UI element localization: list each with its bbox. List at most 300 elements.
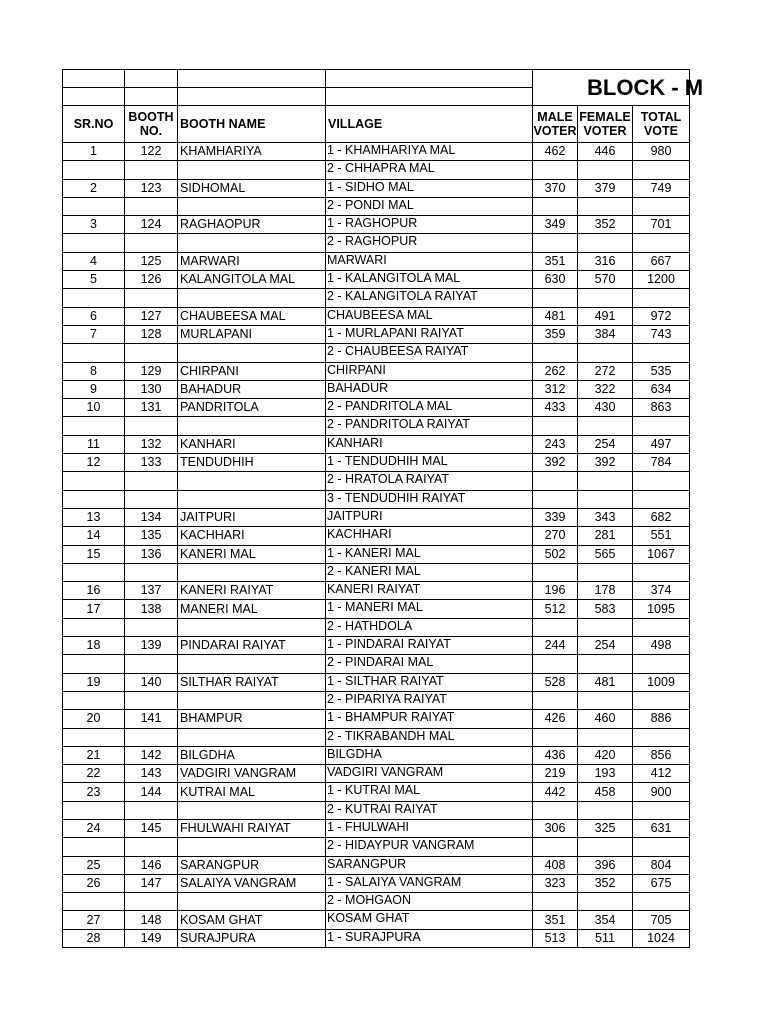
cell-booth-name: KUTRAI MAL <box>178 783 326 801</box>
cell-sr-no: 15 <box>63 545 125 563</box>
table-row <box>63 454 690 472</box>
cell-female-voter: 352 <box>578 874 633 892</box>
cell-booth-name: VADGIRI VANGRAM <box>178 765 326 783</box>
table-row <box>63 582 690 600</box>
cell-female-voter <box>578 234 633 252</box>
cell-male-voter: 513 <box>533 929 578 947</box>
voter-table <box>62 69 704 948</box>
cell-sr-no: 12 <box>63 454 125 472</box>
cell-sr-no <box>63 417 125 435</box>
cell-booth-no: 147 <box>125 874 178 892</box>
cell-female-voter: 511 <box>578 929 633 947</box>
cell-female-voter <box>578 893 633 911</box>
header-male-voter: MALE VOTER <box>533 106 578 143</box>
cell-booth-name: BILGDHA <box>178 746 326 764</box>
cell-total-vote <box>633 289 690 307</box>
cell-female-voter <box>578 472 633 490</box>
table-row <box>63 307 690 325</box>
table-row <box>63 911 690 929</box>
cell-sr-no: 17 <box>63 600 125 618</box>
cell-village: 2 - KUTRAI RAIYAT <box>326 801 533 819</box>
cell-sr-no: 27 <box>63 911 125 929</box>
table-row <box>63 362 690 380</box>
table-row <box>63 765 690 783</box>
cell-female-voter <box>578 197 633 215</box>
cell-village: VADGIRI VANGRAM <box>326 765 533 783</box>
cell-booth-name: RAGHAOPUR <box>178 216 326 234</box>
header-sr-no: SR.NO <box>63 106 125 143</box>
table-row <box>63 472 690 490</box>
blank-cell <box>326 88 533 106</box>
cell-sr-no <box>63 838 125 856</box>
cell-total-vote <box>633 728 690 746</box>
cell-female-voter: 322 <box>578 380 633 398</box>
cell-booth-name <box>178 472 326 490</box>
cell-village: 2 - PANDRITOLA RAIYAT <box>326 417 533 435</box>
cell-booth-no: 138 <box>125 600 178 618</box>
cell-total-vote: 631 <box>633 819 690 837</box>
cell-total-vote: 497 <box>633 435 690 453</box>
cell-male-voter <box>533 197 578 215</box>
cell-sr-no: 19 <box>63 673 125 691</box>
cell-sr-no: 20 <box>63 710 125 728</box>
cell-booth-no <box>125 728 178 746</box>
table-row <box>63 417 690 435</box>
cell-village: 1 - PINDARAI RAIYAT <box>326 637 533 655</box>
cell-village: 2 - CHAUBEESA RAIYAT <box>326 344 533 362</box>
cell-village: SARANGPUR <box>326 856 533 874</box>
cell-booth-no <box>125 344 178 362</box>
cell-female-voter <box>578 655 633 673</box>
cell-male-voter: 370 <box>533 179 578 197</box>
cell-total-vote: 972 <box>633 307 690 325</box>
cell-village: BAHADUR <box>326 380 533 398</box>
cell-male-voter <box>533 289 578 307</box>
cell-booth-no: 127 <box>125 307 178 325</box>
cell-booth-no: 131 <box>125 399 178 417</box>
cell-booth-no: 146 <box>125 856 178 874</box>
cell-village: CHIRPANI <box>326 362 533 380</box>
cell-female-voter <box>578 838 633 856</box>
table-row <box>63 344 690 362</box>
cell-female-voter <box>578 490 633 508</box>
table-row <box>63 801 690 819</box>
cell-male-voter: 323 <box>533 874 578 892</box>
header-female-voter: FEMALE VOTER <box>578 106 633 143</box>
cell-total-vote: 743 <box>633 325 690 343</box>
cell-male-voter: 528 <box>533 673 578 691</box>
cell-booth-name: PINDARAI RAIYAT <box>178 637 326 655</box>
cell-booth-name: KHAMHARIYA <box>178 143 326 161</box>
cell-village: 1 - KHAMHARIYA MAL <box>326 143 533 161</box>
header-total-vote: TOTAL VOTE <box>633 106 690 143</box>
cell-village: 2 - PANDRITOLA MAL <box>326 399 533 417</box>
cell-sr-no: 7 <box>63 325 125 343</box>
cell-total-vote: 667 <box>633 252 690 270</box>
table-row <box>63 673 690 691</box>
cell-village: 3 - TENDUDHIH RAIYAT <box>326 490 533 508</box>
header-village: VILLAGE <box>326 106 533 143</box>
cell-total-vote <box>633 838 690 856</box>
cell-booth-no: 149 <box>125 929 178 947</box>
cell-village: MARWARI <box>326 252 533 270</box>
cell-booth-no: 128 <box>125 325 178 343</box>
cell-village: 1 - RAGHOPUR <box>326 216 533 234</box>
cell-female-voter: 384 <box>578 325 633 343</box>
cell-sr-no: 5 <box>63 271 125 289</box>
cell-village: 1 - KALANGITOLA MAL <box>326 271 533 289</box>
cell-male-voter: 306 <box>533 819 578 837</box>
cell-sr-no: 13 <box>63 508 125 526</box>
cell-village: 1 - SURAJPURA <box>326 929 533 947</box>
table-row <box>63 893 690 911</box>
cell-total-vote <box>633 618 690 636</box>
cell-total-vote: 900 <box>633 783 690 801</box>
cell-male-voter <box>533 728 578 746</box>
cell-female-voter <box>578 344 633 362</box>
cell-total-vote: 1095 <box>633 600 690 618</box>
cell-village: KANERI RAIYAT <box>326 582 533 600</box>
cell-sr-no <box>63 728 125 746</box>
cell-booth-name: KOSAM GHAT <box>178 911 326 929</box>
cell-booth-no: 123 <box>125 179 178 197</box>
cell-male-voter: 351 <box>533 911 578 929</box>
cell-total-vote <box>633 655 690 673</box>
cell-village: 1 - SIDHO MAL <box>326 179 533 197</box>
cell-sr-no <box>63 563 125 581</box>
cell-female-voter: 254 <box>578 637 633 655</box>
cell-male-voter: 433 <box>533 399 578 417</box>
cell-sr-no: 23 <box>63 783 125 801</box>
cell-total-vote: 682 <box>633 508 690 526</box>
cell-booth-no: 142 <box>125 746 178 764</box>
cell-female-voter: 392 <box>578 454 633 472</box>
cell-female-voter <box>578 417 633 435</box>
table-row <box>63 399 690 417</box>
cell-booth-name <box>178 691 326 709</box>
cell-booth-no: 134 <box>125 508 178 526</box>
cell-booth-name: SALAIYA VANGRAM <box>178 874 326 892</box>
cell-village: 2 - MOHGAON <box>326 893 533 911</box>
cell-village: KANHARI <box>326 435 533 453</box>
cell-booth-name <box>178 801 326 819</box>
cell-total-vote <box>633 893 690 911</box>
cell-female-voter: 396 <box>578 856 633 874</box>
cell-booth-name <box>178 655 326 673</box>
cell-male-voter: 512 <box>533 600 578 618</box>
cell-female-voter: 343 <box>578 508 633 526</box>
cell-sr-no <box>63 801 125 819</box>
cell-booth-no: 136 <box>125 545 178 563</box>
cell-female-voter <box>578 161 633 179</box>
cell-sr-no <box>63 289 125 307</box>
cell-booth-name: KANERI MAL <box>178 545 326 563</box>
cell-booth-name: KANERI RAIYAT <box>178 582 326 600</box>
cell-village: 1 - MURLAPANI RAIYAT <box>326 325 533 343</box>
cell-female-voter <box>578 691 633 709</box>
cell-male-voter <box>533 563 578 581</box>
table-row <box>63 856 690 874</box>
cell-total-vote: 980 <box>633 143 690 161</box>
cell-booth-no <box>125 490 178 508</box>
header-booth-name: BOOTH NAME <box>178 106 326 143</box>
cell-village: KACHHARI <box>326 527 533 545</box>
cell-booth-name <box>178 289 326 307</box>
cell-booth-name: PANDRITOLA <box>178 399 326 417</box>
table-row <box>63 710 690 728</box>
cell-booth-name <box>178 417 326 435</box>
cell-total-vote: 498 <box>633 637 690 655</box>
cell-total-vote: 856 <box>633 746 690 764</box>
cell-total-vote: 804 <box>633 856 690 874</box>
cell-booth-name: MANERI MAL <box>178 600 326 618</box>
cell-booth-no: 129 <box>125 362 178 380</box>
table-row <box>63 289 690 307</box>
cell-male-voter <box>533 801 578 819</box>
cell-male-voter: 219 <box>533 765 578 783</box>
table-row <box>63 179 690 197</box>
cell-male-voter: 436 <box>533 746 578 764</box>
cell-sr-no: 26 <box>63 874 125 892</box>
table-row <box>63 252 690 270</box>
cell-village: 2 - HATHDOLA <box>326 618 533 636</box>
cell-booth-no: 133 <box>125 454 178 472</box>
table-row <box>63 728 690 746</box>
cell-female-voter: 460 <box>578 710 633 728</box>
cell-booth-name: KALANGITOLA MAL <box>178 271 326 289</box>
cell-female-voter: 178 <box>578 582 633 600</box>
cell-booth-name: SILTHAR RAIYAT <box>178 673 326 691</box>
cell-total-vote: 412 <box>633 765 690 783</box>
blank-cell <box>178 88 326 106</box>
cell-total-vote: 1009 <box>633 673 690 691</box>
table-row <box>63 655 690 673</box>
table-row <box>63 234 690 252</box>
cell-sr-no: 4 <box>63 252 125 270</box>
cell-booth-no: 125 <box>125 252 178 270</box>
cell-village: 2 - RAGHOPUR <box>326 234 533 252</box>
cell-total-vote <box>633 490 690 508</box>
cell-booth-name <box>178 161 326 179</box>
cell-booth-name: BAHADUR <box>178 380 326 398</box>
cell-sr-no: 22 <box>63 765 125 783</box>
cell-total-vote: 705 <box>633 911 690 929</box>
cell-sr-no: 25 <box>63 856 125 874</box>
cell-female-voter: 379 <box>578 179 633 197</box>
cell-total-vote: 551 <box>633 527 690 545</box>
cell-female-voter: 570 <box>578 271 633 289</box>
cell-male-voter <box>533 234 578 252</box>
table-row <box>63 874 690 892</box>
cell-booth-name: BHAMPUR <box>178 710 326 728</box>
cell-female-voter: 354 <box>578 911 633 929</box>
cell-total-vote <box>633 197 690 215</box>
cell-male-voter: 481 <box>533 307 578 325</box>
cell-booth-no: 144 <box>125 783 178 801</box>
cell-village: 1 - SILTHAR RAIYAT <box>326 673 533 691</box>
cell-booth-name: SURAJPURA <box>178 929 326 947</box>
title-row-top <box>63 70 690 88</box>
cell-booth-name <box>178 618 326 636</box>
cell-female-voter: 254 <box>578 435 633 453</box>
cell-sr-no: 1 <box>63 143 125 161</box>
cell-village: 2 - PIPARIYA RAIYAT <box>326 691 533 709</box>
cell-male-voter: 243 <box>533 435 578 453</box>
cell-sr-no: 28 <box>63 929 125 947</box>
cell-male-voter <box>533 490 578 508</box>
blank-cell <box>125 88 178 106</box>
cell-total-vote <box>633 161 690 179</box>
table-row <box>63 271 690 289</box>
cell-sr-no <box>63 893 125 911</box>
cell-total-vote: 374 <box>633 582 690 600</box>
cell-booth-name: SIDHOMAL <box>178 179 326 197</box>
cell-village: 2 - CHHAPRA MAL <box>326 161 533 179</box>
cell-village: BILGDHA <box>326 746 533 764</box>
cell-male-voter: 244 <box>533 637 578 655</box>
cell-booth-name <box>178 893 326 911</box>
cell-female-voter: 420 <box>578 746 633 764</box>
cell-booth-no: 132 <box>125 435 178 453</box>
cell-total-vote: 863 <box>633 399 690 417</box>
cell-village: 2 - TIKRABANDH MAL <box>326 728 533 746</box>
cell-male-voter <box>533 472 578 490</box>
cell-village: 1 - FHULWAHI <box>326 819 533 837</box>
cell-booth-no: 135 <box>125 527 178 545</box>
cell-total-vote: 784 <box>633 454 690 472</box>
cell-male-voter <box>533 655 578 673</box>
cell-booth-no <box>125 289 178 307</box>
cell-male-voter: 408 <box>533 856 578 874</box>
cell-female-voter: 272 <box>578 362 633 380</box>
cell-male-voter: 196 <box>533 582 578 600</box>
cell-sr-no: 9 <box>63 380 125 398</box>
cell-booth-name <box>178 838 326 856</box>
cell-sr-no: 3 <box>63 216 125 234</box>
cell-booth-no: 139 <box>125 637 178 655</box>
cell-female-voter <box>578 728 633 746</box>
cell-booth-name <box>178 563 326 581</box>
cell-sr-no: 18 <box>63 637 125 655</box>
cell-booth-no: 137 <box>125 582 178 600</box>
cell-sr-no <box>63 234 125 252</box>
cell-booth-no: 141 <box>125 710 178 728</box>
cell-booth-name: CHIRPANI <box>178 362 326 380</box>
cell-booth-no: 126 <box>125 271 178 289</box>
cell-village: 1 - MANERI MAL <box>326 600 533 618</box>
cell-female-voter: 481 <box>578 673 633 691</box>
cell-village: CHAUBEESA MAL <box>326 307 533 325</box>
cell-booth-no <box>125 197 178 215</box>
cell-female-voter <box>578 563 633 581</box>
cell-male-voter <box>533 893 578 911</box>
table-row <box>63 508 690 526</box>
cell-sr-no: 21 <box>63 746 125 764</box>
cell-female-voter: 316 <box>578 252 633 270</box>
cell-booth-no <box>125 161 178 179</box>
cell-booth-no <box>125 893 178 911</box>
cell-total-vote: 1067 <box>633 545 690 563</box>
table-row <box>63 197 690 215</box>
cell-male-voter: 262 <box>533 362 578 380</box>
cell-female-voter <box>578 801 633 819</box>
cell-village: 2 - KANERI MAL <box>326 563 533 581</box>
blank-cell <box>63 88 125 106</box>
table-row <box>63 783 690 801</box>
cell-total-vote: 886 <box>633 710 690 728</box>
cell-total-vote <box>633 417 690 435</box>
table-row <box>63 746 690 764</box>
cell-sr-no: 8 <box>63 362 125 380</box>
cell-male-voter: 359 <box>533 325 578 343</box>
table-row <box>63 563 690 581</box>
blank-cell <box>326 70 533 88</box>
cell-village: 1 - BHAMPUR RAIYAT <box>326 710 533 728</box>
cell-total-vote <box>633 691 690 709</box>
cell-male-voter: 502 <box>533 545 578 563</box>
cell-sr-no: 11 <box>63 435 125 453</box>
cell-female-voter <box>578 618 633 636</box>
cell-male-voter: 392 <box>533 454 578 472</box>
cell-booth-no: 148 <box>125 911 178 929</box>
cell-female-voter: 458 <box>578 783 633 801</box>
cell-booth-no <box>125 417 178 435</box>
cell-male-voter: 462 <box>533 143 578 161</box>
cell-booth-name <box>178 197 326 215</box>
cell-female-voter: 491 <box>578 307 633 325</box>
table-row <box>63 490 690 508</box>
table-row <box>63 216 690 234</box>
voter-table-sheet <box>62 69 704 948</box>
cell-male-voter: 312 <box>533 380 578 398</box>
cell-female-voter: 352 <box>578 216 633 234</box>
cell-booth-name: TENDUDHIH <box>178 454 326 472</box>
cell-total-vote <box>633 344 690 362</box>
cell-female-voter: 446 <box>578 143 633 161</box>
cell-sr-no <box>63 161 125 179</box>
cell-sr-no: 16 <box>63 582 125 600</box>
table-row <box>63 527 690 545</box>
cell-booth-name <box>178 234 326 252</box>
cell-female-voter: 583 <box>578 600 633 618</box>
cell-sr-no <box>63 197 125 215</box>
cell-booth-no: 143 <box>125 765 178 783</box>
cell-total-vote <box>633 472 690 490</box>
cell-village: 2 - PINDARAI MAL <box>326 655 533 673</box>
cell-booth-no <box>125 691 178 709</box>
cell-booth-no: 130 <box>125 380 178 398</box>
cell-male-voter: 339 <box>533 508 578 526</box>
cell-booth-no <box>125 655 178 673</box>
cell-booth-no <box>125 563 178 581</box>
cell-booth-no <box>125 234 178 252</box>
cell-total-vote: 1024 <box>633 929 690 947</box>
cell-male-voter <box>533 691 578 709</box>
table-row <box>63 618 690 636</box>
cell-total-vote: 675 <box>633 874 690 892</box>
table-row <box>63 691 690 709</box>
cell-booth-name: KACHHARI <box>178 527 326 545</box>
table-row <box>63 819 690 837</box>
cell-sr-no <box>63 490 125 508</box>
cell-total-vote <box>633 563 690 581</box>
cell-total-vote <box>633 234 690 252</box>
cell-male-voter <box>533 344 578 362</box>
cell-sr-no <box>63 472 125 490</box>
cell-village: JAITPURI <box>326 508 533 526</box>
cell-female-voter: 193 <box>578 765 633 783</box>
cell-sr-no <box>63 655 125 673</box>
